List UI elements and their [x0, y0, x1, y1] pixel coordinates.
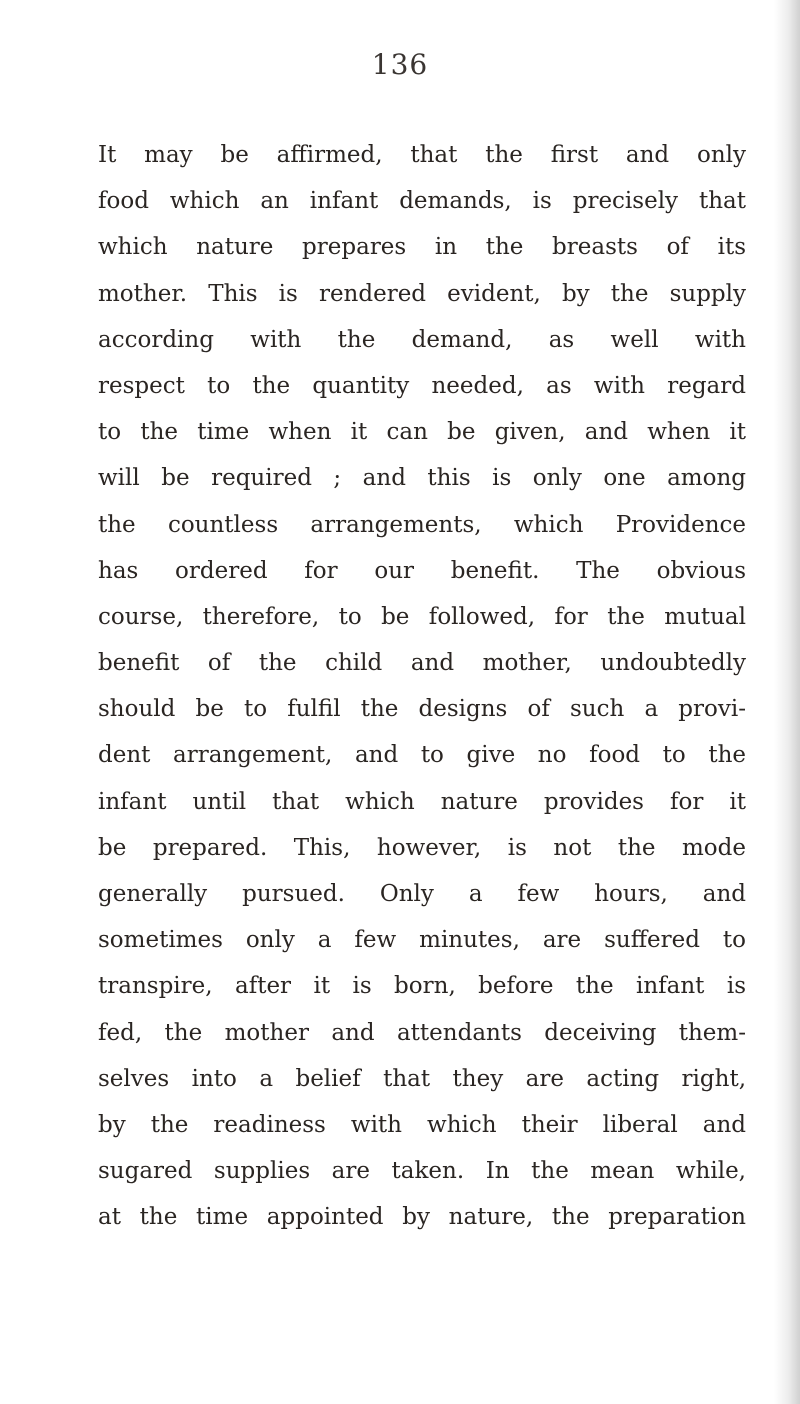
text-line: has ordered for our benefit. The obvious — [98, 557, 746, 584]
text-line: to the time when it can be given, and when it — [98, 419, 746, 446]
text-line: which nature prepares in the breasts of its — [98, 234, 746, 261]
text-line: at the time appointed by nature, the preparation — [98, 1204, 746, 1231]
text-line: be prepared. This, however, is not the mode — [98, 834, 746, 861]
text-line: the countless arrangements, which Providence — [98, 511, 746, 538]
text-line: respect to the quantity needed, as with regard — [98, 372, 746, 399]
text-line: course, therefore, to be followed, for the mutual — [98, 603, 746, 630]
text-line: will be required ; and this is only one among — [98, 465, 746, 492]
text-line: selves into a belief that they are acting right, — [98, 1065, 746, 1092]
text-line: mother. This is rendered evident, by the supply — [98, 280, 746, 307]
text-line: should be to fulfil the designs of such a provi- — [98, 696, 746, 723]
body-paragraph — [98, 132, 746, 1241]
text-line: by the readiness with which their liberal and — [98, 1111, 746, 1138]
text-line: It may be affirmed, that the first and only — [98, 142, 746, 168]
text-line: sugared supplies are taken. In the mean while, — [98, 1158, 746, 1185]
page-number: 136 — [371, 48, 429, 81]
text-line: transpire, after it is born, before the infant is — [98, 973, 746, 1000]
text-line: sometimes only a few minutes, are suffered to — [98, 927, 746, 954]
text-line: infant until that which nature provides for it — [98, 788, 746, 815]
text-line: according with the demand, as well with — [98, 326, 746, 353]
text-line: benefit of the child and mother, undoubtedly — [98, 650, 746, 677]
text-line: fed, the mother and attendants deceiving them- — [98, 1019, 746, 1046]
text-line: dent arrangement, and to give no food to the — [98, 742, 746, 769]
page-edge-shadow — [774, 0, 800, 1404]
text-line: food which an infant demands, is precisely that — [98, 188, 746, 215]
text-line: generally pursued. Only a few hours, and — [98, 881, 746, 907]
